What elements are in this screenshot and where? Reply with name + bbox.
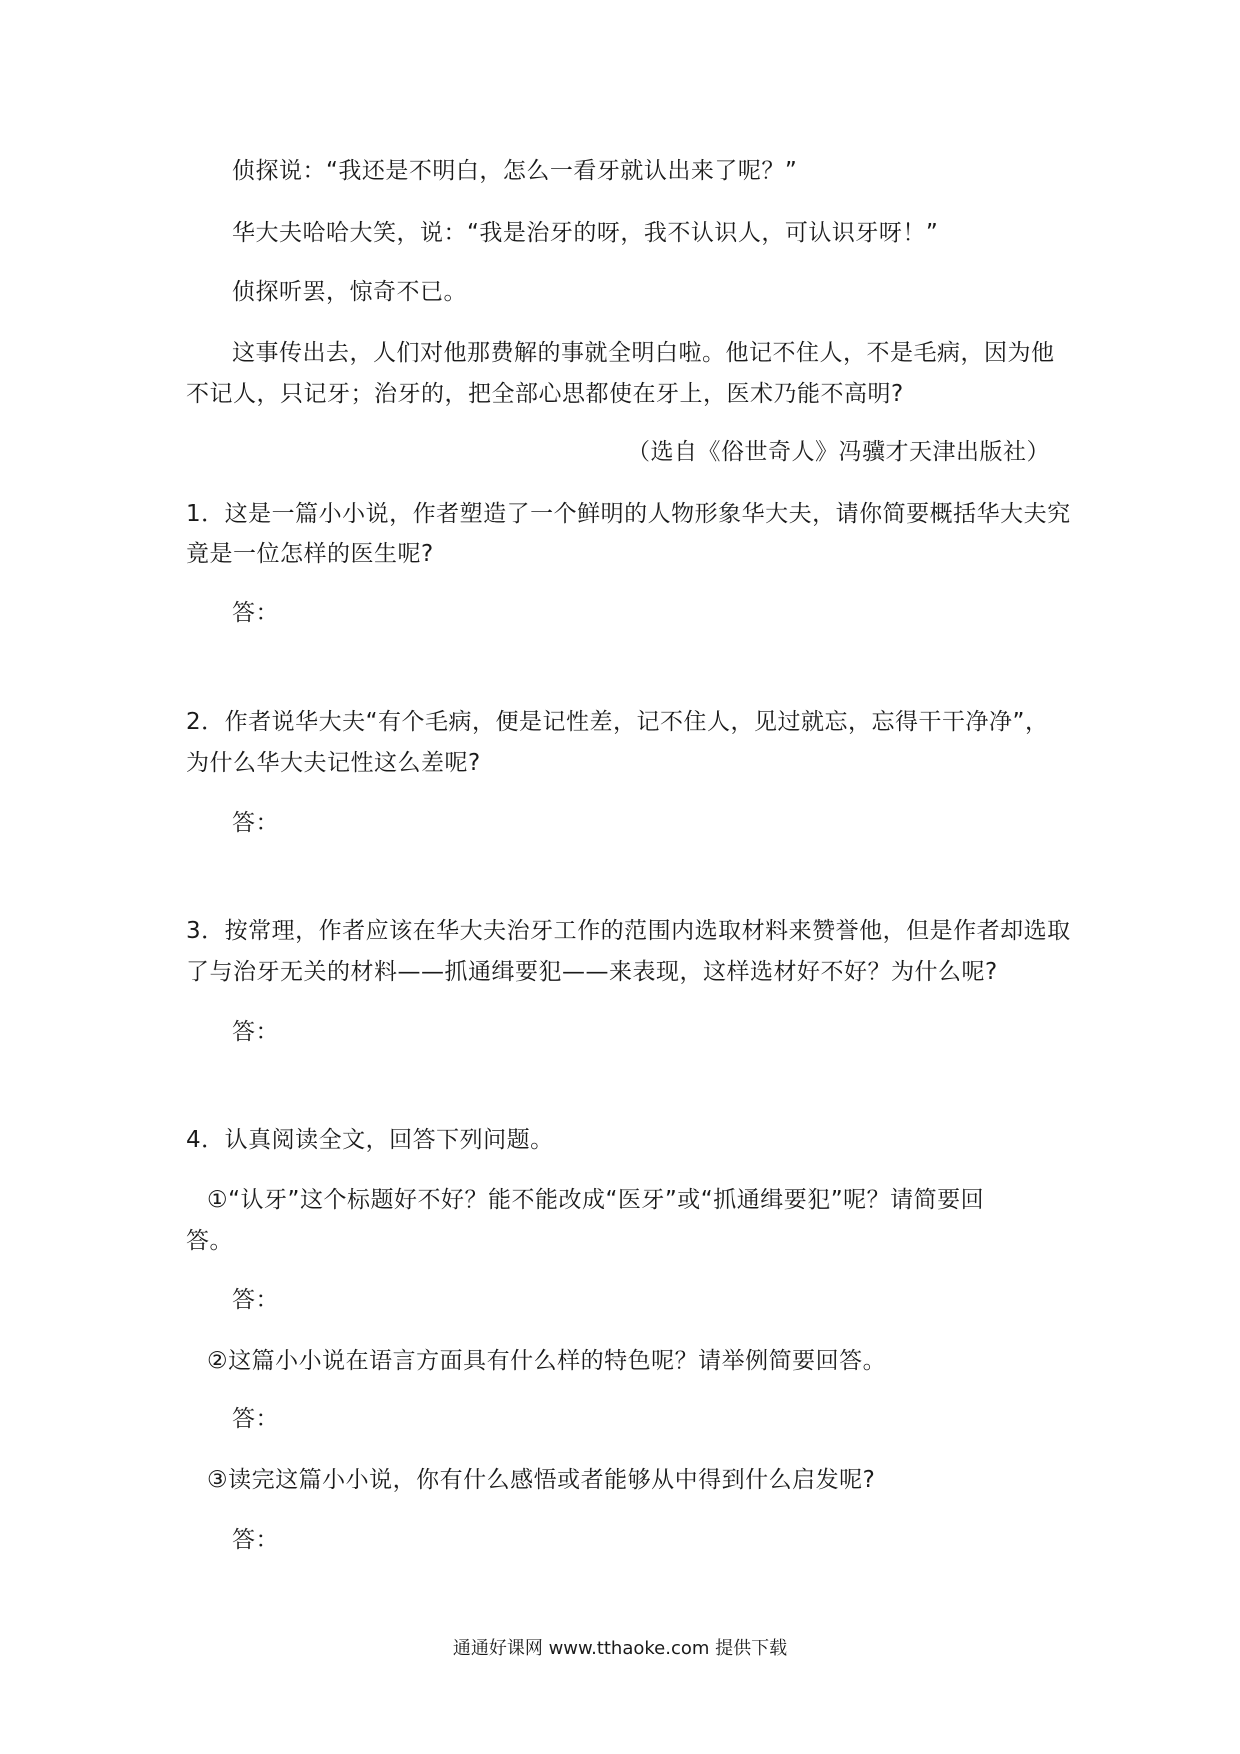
answer-label-4-3: 答： (232, 1527, 279, 1553)
question-2-line-1: 2．作者说华大夫“有个毛病，便是记性差，记不住人，见过就忘，忘得干干净净”， (186, 709, 1049, 735)
story-source: （选自《俗世奇人》冯骥才天津出版社） (627, 439, 1050, 465)
question-4-3: ③读完这篇小小说，你有什么感悟或者能够从中得到什么启发呢? (207, 1467, 876, 1493)
story-paragraph-line-2: 不记人，只记牙；治牙的，把全部心思都使在牙上，医术乃能不高明? (186, 381, 904, 407)
question-2-line-2: 为什么华大夫记性这么差呢? (186, 750, 481, 776)
question-4-1-line-2: 答。 (186, 1228, 233, 1254)
footer-download-note: 通通好课网 www.tthaoke.com 提供下载 (452, 1638, 788, 1659)
story-line-detective: 侦探说：“我还是不明白，怎么一看牙就认出来了呢？” (232, 158, 798, 184)
answer-label-1: 答： (232, 600, 279, 626)
story-line-detective-surprised: 侦探听罢，惊奇不已。 (232, 279, 467, 305)
story-line-doctor-laugh: 华大夫哈哈大笑，说：“我是治牙的呀，我不认识人，可认识牙呀！” (232, 220, 939, 246)
answer-label-4-1: 答： (232, 1287, 279, 1313)
question-3-line-2: 了与治牙无关的材料——抓通缉要犯——来表现，这样选材好不好？为什么呢? (186, 959, 998, 985)
story-paragraph-line-1: 这事传出去，人们对他那费解的事就全明白啦。他记不住人，不是毛病，因为他 (232, 340, 1055, 366)
question-4-heading: 4．认真阅读全文，回答下列问题。 (186, 1127, 554, 1153)
question-4-2: ②这篇小小说在语言方面具有什么样的特色呢？请举例简要回答。 (207, 1348, 887, 1374)
answer-label-4-2: 答： (232, 1406, 279, 1432)
question-1-line-1: 1．这是一篇小小说，作者塑造了一个鲜明的人物形象华大夫，请你简要概括华大夫究 (186, 501, 1071, 527)
answer-label-2: 答： (232, 810, 279, 836)
question-3-line-1: 3．按常理，作者应该在华大夫治牙工作的范围内选取材料来赞誉他，但是作者却选取 (186, 918, 1071, 944)
question-4-1-line-1: ①“认牙”这个标题好不好？能不能改成“医牙”或“抓通缉要犯”呢？请简要回 (207, 1187, 985, 1213)
answer-label-3: 答： (232, 1019, 279, 1045)
question-1-line-2: 竟是一位怎样的医生呢? (186, 541, 434, 567)
